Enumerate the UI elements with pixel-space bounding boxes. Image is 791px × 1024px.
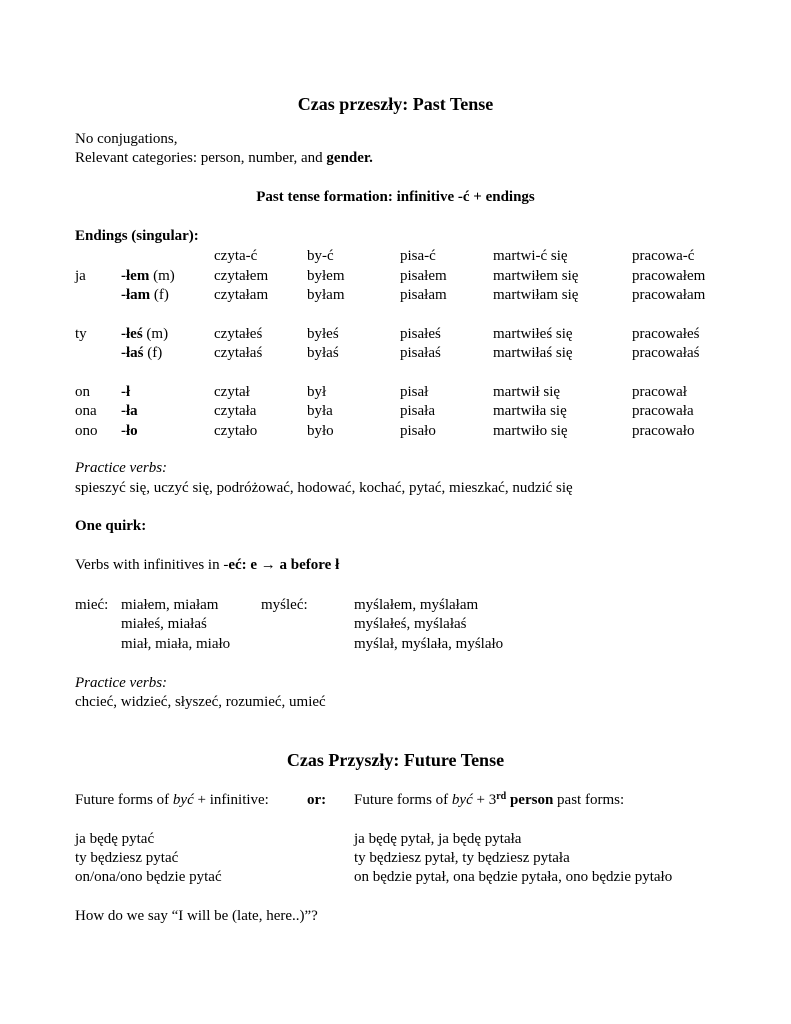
form-cell: czytała <box>214 403 257 419</box>
form-cell: czytało <box>214 422 258 439</box>
form-cell: czytałem <box>214 267 269 284</box>
ending-cell <box>121 402 214 422</box>
form-cell: pracował <box>632 383 687 400</box>
form-cell: byłem <box>307 267 345 284</box>
form-cell: pisałeś <box>400 325 441 342</box>
form-cell: pracowałem <box>632 267 706 284</box>
future-right-heading-sup: rd <box>496 791 507 802</box>
future-left-heading-a: Future forms of <box>75 792 173 808</box>
form-cell: był <box>307 383 327 400</box>
quirk-form: miałeś, miałaś <box>121 616 207 632</box>
practice-verbs-2: chcieć, widzieć, słyszeć, rozumieć, umieć <box>75 694 326 710</box>
table-header-cell: by-ć <box>307 248 334 264</box>
quirk-rule <box>75 556 339 574</box>
future-right-heading <box>354 791 624 809</box>
form-cell: pisałaś <box>400 345 441 361</box>
future-right-heading-c: + 3 <box>472 792 497 808</box>
form-cell: martwiła się <box>493 403 567 419</box>
closing-question: How do we say “I will be (late, here..)”? <box>75 908 318 924</box>
form-cell: pisało <box>400 422 436 439</box>
practice-verbs: spieszyć się, uczyć się, podróżować, hodować, kochać, pytać, mieszkać, nudzić się <box>75 480 573 496</box>
gender: (f) <box>143 345 163 361</box>
form-cell: byłaś <box>307 345 339 361</box>
ending: -łam <box>121 287 151 303</box>
page-title-past: Czas przeszły: Past Tense <box>297 94 494 114</box>
quirk-form: myślałem, myślałam <box>354 597 479 613</box>
intro-gender: gender. <box>326 150 373 166</box>
form-cell: martwiłaś się <box>493 345 573 361</box>
form-cell: pisała <box>400 403 435 419</box>
future-right-line: on będzie pytał, ona będzie pytała, ono będzie pytało <box>354 869 673 885</box>
intro-line-2-text: Relevant categories: person, number, and <box>75 150 327 166</box>
form-cell: czytał <box>214 383 250 400</box>
table-cell <box>75 247 121 267</box>
future-right-line: ja będę pytał, ja będę pytała <box>354 831 522 847</box>
gender: (f) <box>150 287 169 303</box>
table-header-cell: czyta-ć <box>214 248 258 264</box>
future-left-line: ja będę pytać <box>75 831 155 847</box>
person-cell <box>75 286 121 306</box>
ending: -ła <box>121 403 138 419</box>
endings-heading: Endings (singular): <box>75 228 199 244</box>
ending-cell <box>121 267 214 287</box>
future-right-heading-e: past forms: <box>553 792 625 808</box>
table-cell <box>121 247 214 267</box>
quirk-verb-1: mieć: <box>75 597 109 613</box>
quirk-form: myślałeś, myślałaś <box>354 616 467 632</box>
form-cell: czytałam <box>214 287 269 303</box>
ending-cell <box>121 422 214 442</box>
table-row <box>75 422 742 442</box>
future-left-line: on/ona/ono będzie pytać <box>75 869 222 885</box>
form-cell: pracowałaś <box>632 345 700 361</box>
person-cell: ono <box>75 422 98 439</box>
table-header-row <box>75 247 742 267</box>
form-cell: martwiło się <box>493 422 568 439</box>
form-cell: martwiłeś się <box>493 325 573 342</box>
person-cell: ja <box>75 267 86 284</box>
table-header-cell: pisa-ć <box>400 248 436 264</box>
form-cell: pracowałam <box>632 287 706 303</box>
table-header-cell: pracowa-ć <box>632 248 695 264</box>
form-cell: martwiłem się <box>493 267 579 284</box>
table-spacer-row <box>75 306 742 325</box>
table-row <box>75 402 742 422</box>
form-cell: pisał <box>400 383 429 400</box>
endings-table <box>75 247 742 441</box>
page-title-future: Czas Przyszły: Future Tense <box>286 750 505 770</box>
intro-line-1: No conjugations, <box>75 131 178 147</box>
quirk-rule-text: Verbs with infinitives in - <box>75 557 229 573</box>
future-left-line: ty będziesz pytać <box>75 850 179 866</box>
form-cell: pisałem <box>400 267 447 284</box>
practice-label: Practice verbs: <box>75 460 168 476</box>
future-right-heading-a: Future forms of <box>354 792 452 808</box>
practice-label-2: Practice verbs: <box>75 675 168 691</box>
table-row <box>75 267 742 287</box>
formation-heading: Past tense formation: infinitive -ć + endings <box>256 189 535 205</box>
future-right-heading-b: być <box>451 792 473 808</box>
table-header-cell: martwi-ć się <box>493 248 568 264</box>
table-row <box>75 383 742 403</box>
gender: (m) <box>142 325 169 342</box>
table-row <box>75 325 742 345</box>
table-row <box>75 286 742 306</box>
form-cell: była <box>307 403 333 419</box>
ending-cell <box>121 325 214 345</box>
person-cell: ty <box>75 325 87 342</box>
form-cell: pisałam <box>400 287 447 303</box>
form-cell: martwił się <box>493 383 561 400</box>
person-cell: ona <box>75 403 97 419</box>
quirk-form: miałem, miałam <box>121 597 219 613</box>
future-right-heading-d: person <box>506 792 554 808</box>
form-cell: było <box>307 422 334 439</box>
form-cell: czytałaś <box>214 345 263 361</box>
intro-line-2 <box>75 149 373 167</box>
quirk-verb-2: myśleć: <box>261 597 308 613</box>
form-cell: byłeś <box>307 325 339 342</box>
form-cell: czytałeś <box>214 325 263 342</box>
future-right-line: ty będziesz pytał, ty będziesz pytała <box>354 850 570 866</box>
gender: (m) <box>149 267 175 284</box>
ending: -łem <box>121 267 150 284</box>
person-cell: on <box>75 383 90 400</box>
ending-cell <box>121 344 214 364</box>
future-left-heading <box>75 791 269 809</box>
future-left-heading-c: + infinitive: <box>193 792 269 808</box>
or-label: or: <box>307 792 327 808</box>
form-cell: pracowałeś <box>632 325 700 342</box>
quirk-rule-bold: eć: e → a before ł <box>228 557 340 573</box>
ending: -ł <box>121 383 131 400</box>
ending: -ło <box>121 422 138 439</box>
quirk-form: miał, miała, miało <box>121 636 231 652</box>
ending: -łeś <box>121 325 143 342</box>
future-left-heading-b: być <box>172 792 194 808</box>
ending: -łaś <box>121 345 144 361</box>
form-cell: byłam <box>307 287 345 303</box>
table-spacer-row <box>75 364 742 383</box>
ending-cell <box>121 286 214 306</box>
form-cell: martwiłam się <box>493 287 579 303</box>
person-cell <box>75 344 121 364</box>
ending-cell <box>121 383 214 403</box>
form-cell: pracowała <box>632 403 694 419</box>
quirk-heading: One quirk: <box>75 518 147 534</box>
table-row <box>75 344 742 364</box>
quirk-form: myślał, myślała, myślało <box>354 636 504 652</box>
form-cell: pracowało <box>632 422 695 439</box>
